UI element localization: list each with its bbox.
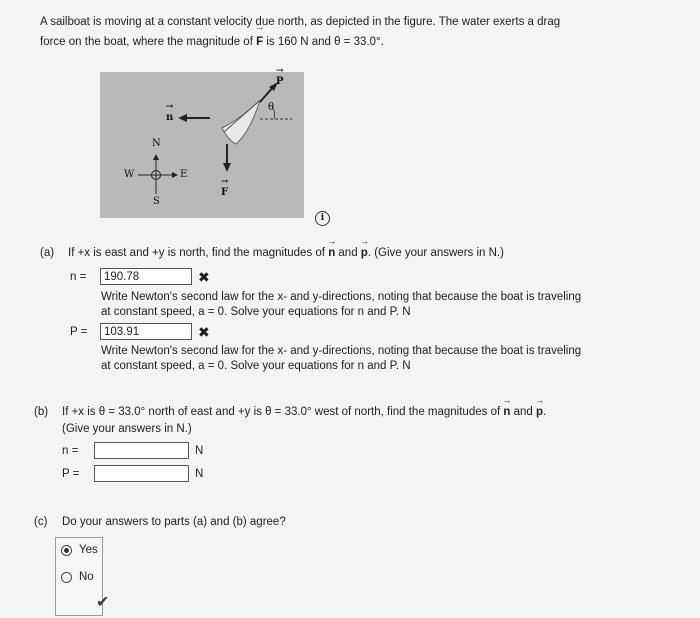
part-a-question: If +x is east and +y is north, find the magnitudes of → n and → p. (Give your answers in N.) xyxy=(68,246,504,261)
part-b-n-unit: N xyxy=(195,445,204,457)
incorrect-icon: ✖ xyxy=(198,269,210,285)
part-b-question-line2: (Give your answers in N.) xyxy=(62,423,192,435)
label-P: → P xyxy=(276,76,284,87)
part-b-n-label: n = xyxy=(62,445,79,457)
part-a-n-feedback-1: Write Newton's second law for the x- and y-directions, noting that because the boat is traveling xyxy=(101,291,582,303)
option-yes-label[interactable]: Yes xyxy=(79,544,98,556)
option-no-label[interactable]: No xyxy=(79,571,94,583)
part-b-p-unit: N xyxy=(195,468,204,480)
compass-N: N xyxy=(152,138,161,149)
info-icon[interactable]: i xyxy=(315,211,330,226)
incorrect-icon: ✖ xyxy=(198,324,210,340)
intro-line-1: A sailboat is moving at a constant velocity due north, as depicted in the figure. The water exerts a drag xyxy=(40,16,561,28)
label-n: → n xyxy=(166,112,173,123)
part-c-question: Do your answers to parts (a) and (b) agree? xyxy=(62,516,286,528)
sail-shape xyxy=(222,100,260,144)
f-arrowhead xyxy=(223,163,231,172)
part-b-n-input[interactable] xyxy=(94,442,189,459)
sailboat-figure xyxy=(100,72,304,218)
part-a-label: (a) xyxy=(40,247,55,259)
vector-F: → F xyxy=(256,32,263,52)
radio-yes[interactable] xyxy=(61,545,72,556)
part-a-n-feedback-2: at constant speed, a = 0. Solve your equations for n and P. N xyxy=(101,306,411,318)
compass-E: E xyxy=(180,169,188,180)
intro-line-2: force on the boat, where the magnitude of → F is 160 N and θ = 33.0°. xyxy=(40,32,560,52)
part-a-p-label: P = xyxy=(70,326,88,338)
part-a-p-input[interactable]: 103.91 xyxy=(100,323,192,340)
label-F: → F xyxy=(221,187,228,198)
compass-S: S xyxy=(153,196,160,207)
problem-intro xyxy=(40,12,560,52)
correct-check-icon: ✔ xyxy=(96,594,110,611)
part-b-p-input[interactable] xyxy=(94,465,189,482)
compass-north-arrow xyxy=(153,154,159,160)
part-b-label: (b) xyxy=(34,406,49,418)
part-a-n-label: n = xyxy=(70,271,87,283)
part-c-label: (c) xyxy=(34,516,48,528)
part-b-p-label: P = xyxy=(62,468,80,480)
part-a-p-feedback-1: Write Newton's second law for the x- and y-directions, noting that because the boat is traveling xyxy=(101,345,582,357)
part-a-n-input[interactable]: 190.78 xyxy=(100,268,192,285)
n-arrowhead xyxy=(178,114,187,122)
radio-no[interactable] xyxy=(61,572,72,583)
compass-W: W xyxy=(124,169,135,180)
part-b-question: If +x is θ = 33.0° north of east and +y is θ = 33.0° west of north, find the magnitudes of → n and → p. xyxy=(62,405,546,420)
sailboat-diagram xyxy=(100,72,304,218)
compass-east-arrow xyxy=(172,172,178,178)
part-a-p-feedback-2: at constant speed, a = 0. Solve your equations for n and P. N xyxy=(101,360,411,372)
label-theta: θ xyxy=(268,102,275,113)
